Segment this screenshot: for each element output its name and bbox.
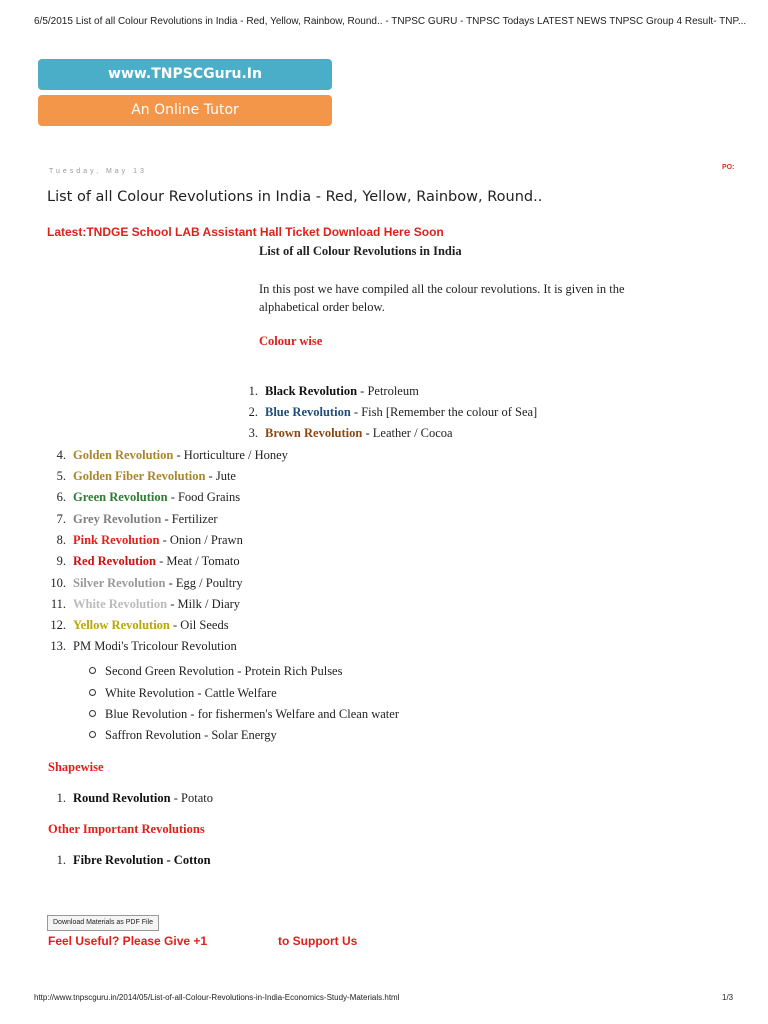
list-item [40,639,237,654]
footer-url: http://www.tnpscguru.in/2014/05/List-of-all-Colour-Revolutions-in-India-Economics-Study-Materials.html [34,993,400,1002]
separator: - [350,405,362,419]
revolution-name: Yellow Revolution [73,618,170,632]
revolution-description: Fertilizer [171,512,218,526]
list-number: 8. [56,533,66,547]
list-item [232,405,537,420]
tutor-banner[interactable]: An Online Tutor [38,95,332,126]
corner-tag: PO: [722,164,735,171]
sub-item-text: Blue Revolution - for fishermen's Welfare and Clean water [105,707,399,721]
revolution-description: Horticulture / Honey [183,448,288,462]
sub-item-text: Second Green Revolution - Protein Rich Pulses [105,664,343,678]
revolution-name: Grey Revolution [73,512,162,526]
list-number: 1. [56,791,66,805]
revolution-description: Potato [181,791,213,805]
list-item [40,576,243,591]
revolution-description: Food Grains [177,490,241,504]
list-item [40,512,218,527]
sub-item-text: Saffron Revolution - Solar Energy [105,728,277,742]
list-number: 1. [56,853,66,867]
revolution-description: Onion / Prawn [169,533,243,547]
revolution-description: Meat / Tomato [166,554,240,568]
post-date: Tuesday, May 13 [49,168,147,175]
other-revolutions-heading: Other Important Revolutions [48,822,205,836]
revolution-name: Pink Revolution [73,533,160,547]
list-number: 7. [56,512,66,526]
list-item [40,448,288,463]
article-heading: List of all Colour Revolutions in India [259,244,462,258]
list-item [40,469,236,484]
revolution-name: Golden Revolution [73,448,174,462]
revolution-name: Blue Revolution [265,405,351,419]
list-item [40,791,213,806]
sub-list-item [89,686,277,701]
revolution-name: Red Revolution [73,554,156,568]
revolution-name: Green Revolution [73,490,168,504]
bullet-icon [89,689,96,696]
list-item [232,384,419,399]
revolution-description: Petroleum [367,384,419,398]
revolution-description: Jute [215,469,236,483]
revolution-name: Silver Revolution [73,576,166,590]
list-number: 2. [248,405,258,419]
separator: - [165,576,176,590]
list-number: 5. [56,469,66,483]
feel-useful-text: Feel Useful? Please Give +1 [48,934,208,948]
revolution-name: Round Revolution [73,791,171,805]
list-number: 12. [50,618,66,632]
list-number: 11. [50,597,66,611]
list-number: 9. [56,554,66,568]
sub-list-item [89,728,277,743]
revolution-description: Fish [Remember the colour of Sea] [361,405,538,419]
sub-list-item [89,707,399,722]
separator: - [357,384,368,398]
list-item [40,618,229,633]
site-banner[interactable]: www.TNPSCGuru.In [38,59,332,90]
revolution-name: Brown Revolution [265,426,363,440]
list-number: 6. [56,490,66,504]
list-item [232,426,453,441]
print-header: 6/5/2015 List of all Colour Revolutions in India - Red, Yellow, Rainbow, Round.. - TNPSC GURU - TNPSC Todays LATEST NEWS TNPSC Group 4 Result- TNP... [34,16,747,27]
separator: - [159,533,170,547]
sub-item-text: White Revolution - Cattle Welfare [105,686,277,700]
list-number: 3. [248,426,258,440]
bullet-icon [89,710,96,717]
bullet-icon [89,667,96,674]
intro-paragraph: In this post we have compiled all the colour revolutions. It is given in the alphabetical order below. [259,282,625,314]
page-count: 1/3 [722,993,734,1002]
list-item [40,853,211,868]
revolution-description: Egg / Poultry [175,576,243,590]
list-item [40,597,240,612]
colourwise-heading: Colour wise [259,334,323,348]
revolution-description: Oil Seeds [180,618,229,632]
revolution-name: Golden Fiber Revolution [73,469,206,483]
separator: - [205,469,216,483]
list-item [40,533,243,548]
list-item [40,490,240,505]
list-number: 1. [248,384,258,398]
separator: - [170,791,182,805]
post-title: List of all Colour Revolutions in India - Red, Yellow, Rainbow, Round.. [47,189,543,205]
revolution-description: Leather / Cocoa [372,426,453,440]
separator: - [362,426,373,440]
separator: - [161,512,172,526]
list-item [40,554,240,569]
separator: - [173,448,184,462]
list-number: 13. [50,639,66,653]
sub-list-item [89,664,342,679]
separator: - [156,554,167,568]
revolution-name: Fibre Revolution - Cotton [73,853,211,867]
revolution-description: Milk / Diary [177,597,241,611]
revolution-name: Black Revolution [265,384,358,398]
support-us-text: to Support Us [278,934,358,948]
bullet-icon [89,731,96,738]
latest-link[interactable]: Latest:TNDGE School LAB Assistant Hall Ticket Download Here Soon [47,225,444,239]
list-number: 10. [50,576,66,590]
revolution-description: PM Modi's Tricolour Revolution [73,639,237,653]
list-number: 4. [56,448,66,462]
separator: - [169,618,181,632]
download-pdf-button[interactable]: Download Materials as PDF File [47,915,159,931]
shapewise-heading: Shapewise [48,760,104,774]
separator: - [167,597,178,611]
revolution-name: White Revolution [73,597,168,611]
separator: - [167,490,178,504]
